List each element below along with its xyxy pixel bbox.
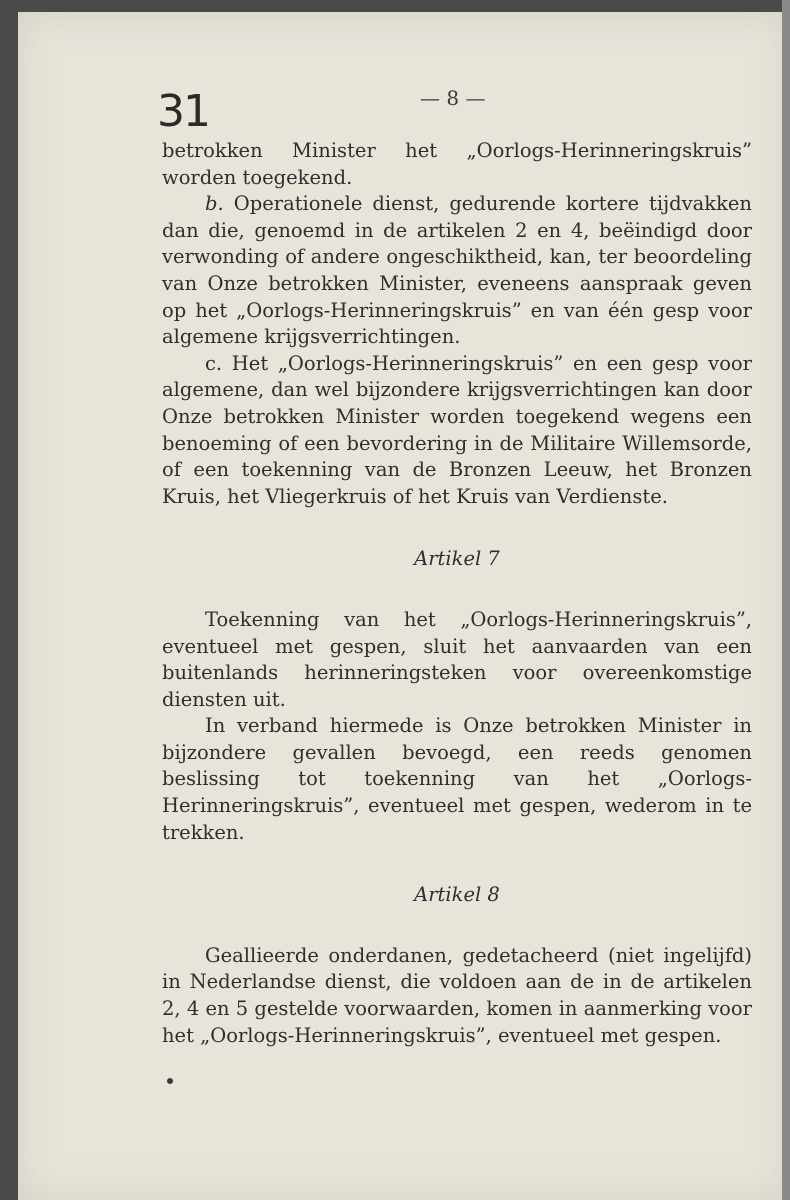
article-8-paragraph: Geallieerde onderdanen, gedetacheerd (niet ingelijfd) in Nederlandse dienst, die voldoen aan de in de artikelen 2, 4 en 5 gestelde voorwaarden, komen in aanmerking voor het „Oorlogs-Herinneringskruis”, eventueel met gespen. (162, 943, 752, 1047)
article-8-heading: Artikel 8 (414, 883, 500, 907)
article-7-heading: Artikel 7 (414, 547, 500, 571)
paragraph-label: b. (205, 192, 224, 216)
page-edge (782, 0, 790, 1200)
paragraph-text: Operationele dienst, gedurende kortere tijdvakken dan die, genoemd in de artikelen 2 en 4, beëindigd door verwonding of andere ongeschiktheid, kan, ter beoordeling van Onze betrokken Minister, eveneens aanspraak geven op het „Oorlogs-Herinneringskruis” en van één gesp voor algemene krijgsverrichtingen. (162, 192, 752, 349)
page-number: — 8 — (420, 86, 486, 110)
ink-dot (167, 1078, 173, 1084)
paragraph-continuation: betrokken Minister het „Oorlogs-Herinneringskruis” worden toegekend. (162, 139, 752, 189)
paragraph-c: c. Het „Oorlogs-Herinneringskruis” en een gesp voor algemene, dan wel bijzondere krijgsverrichtingen kan door Onze betrokken Minister worden toegekend wegens een benoeming of een bevordering in de Militaire Willemsorde, of een toekenning van de Bronzen Leeuw, het Bronzen Kruis, het Vliegerkruis of het Kruis van Verdienste. (162, 351, 752, 508)
paragraph-b (162, 191, 752, 351)
article-7-paragraph: Toekenning van het „Oorlogs-Herinneringskruis”, eventueel met gespen, sluit het aanvaarden van een buitenlands herinneringsteken voor overeenkomstige diensten uit. (162, 607, 752, 711)
article-7-paragraph: In verband hiermede is Onze betrokken Minister in bijzondere gevallen bevoegd, een reeds genomen beslissing tot toekenning van het „Oorlogs-Herinneringskruis”, eventueel met gespen, wederom in te trekken. (162, 714, 752, 844)
document-body (162, 138, 752, 1049)
stamp-number: 31 (157, 86, 209, 137)
